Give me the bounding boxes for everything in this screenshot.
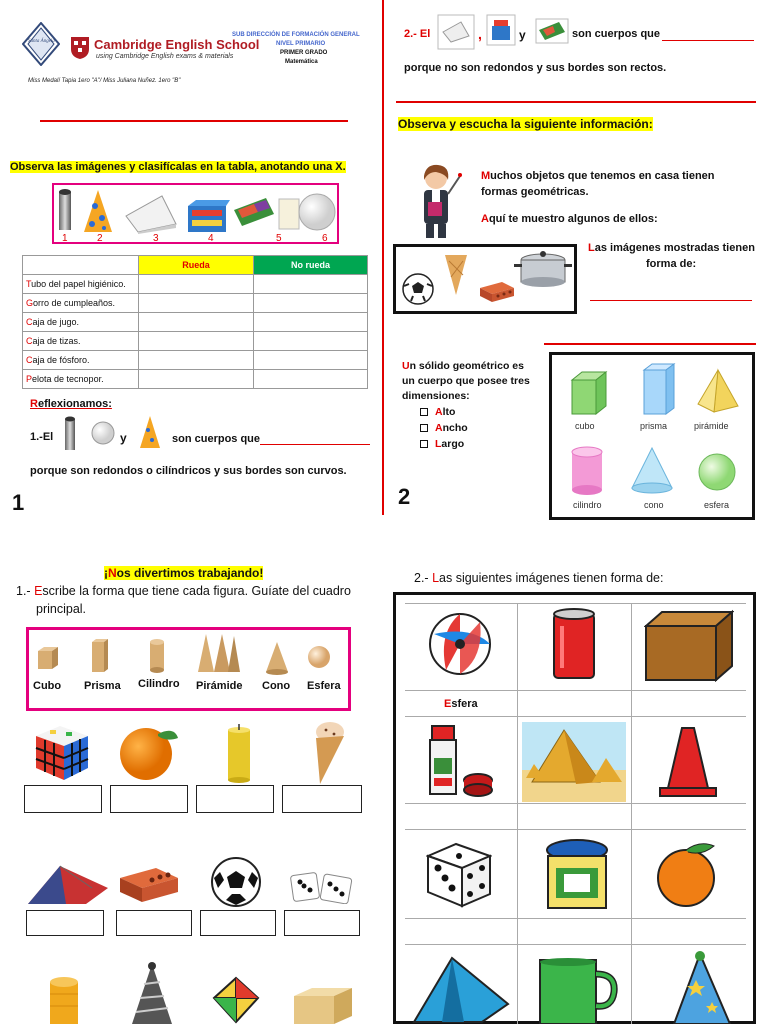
direction-title: SUB DIRECCIÓN DE FORMACIÓN GENERAL xyxy=(232,32,360,38)
grid-line xyxy=(405,944,746,945)
crest-text: Santa Ángela xyxy=(28,39,55,44)
answer-box-ball[interactable] xyxy=(200,910,276,936)
legend-label-cubo: Cubo xyxy=(33,680,62,692)
school-name: Cambridge English School xyxy=(94,37,260,52)
legend-cube-icon xyxy=(36,645,60,671)
cone-icon xyxy=(630,446,674,496)
no-rueda-cell[interactable] xyxy=(254,313,368,332)
solido-line-3: dimensiones: xyxy=(402,390,470,402)
q2-comma: , xyxy=(478,26,482,42)
q2-middle: son cuerpos que xyxy=(572,28,661,40)
answer-box-brick[interactable] xyxy=(116,910,192,936)
muchos-line-2: formas geométricas. xyxy=(481,186,589,198)
shape-label-prisma: prisma xyxy=(640,421,668,431)
object-number-1: 1 xyxy=(62,233,68,244)
name-line[interactable] xyxy=(40,120,348,122)
yellow-cylinder-icon xyxy=(46,974,82,1024)
answer-box-tent[interactable] xyxy=(26,910,104,936)
juice-box-icon xyxy=(122,194,178,234)
shape-label-cubo: cubo xyxy=(575,421,595,431)
beach-ball-icon xyxy=(428,612,492,676)
muchos-line-1: Muchos objetos que tenemos en casa tienen xyxy=(481,170,715,182)
legend-label-esfera: Esfera xyxy=(307,680,341,692)
row-label: Gorro de cumpleaños. xyxy=(23,294,139,313)
table-row xyxy=(23,370,368,389)
no-rueda-cell[interactable] xyxy=(254,351,368,370)
imagenes-answer-line[interactable] xyxy=(590,300,752,301)
shape-label-cono: cono xyxy=(644,500,664,510)
q2-start: 2.- El xyxy=(404,28,431,40)
cylinder-icon xyxy=(570,446,604,496)
rueda-cell[interactable] xyxy=(139,275,254,294)
jar-icon xyxy=(542,836,612,912)
object-number-3: 3 xyxy=(153,233,159,244)
imagenes-line-2: forma de: xyxy=(646,258,697,270)
answer-box-ice-cream[interactable] xyxy=(282,785,362,813)
example-answer-text: Esfera xyxy=(444,698,478,710)
chalk-box-small-icon xyxy=(486,14,516,46)
instruction-text: Observa las imágenes y clasifícalas en la tabla, anotando una X. xyxy=(10,161,346,173)
imagenes-line-1: Las imágenes mostradas tienen xyxy=(588,242,755,254)
observe-title: Observa y escucha la siguiente información: xyxy=(398,117,653,131)
grid-line xyxy=(405,829,746,830)
cooking-pot-icon xyxy=(514,250,572,290)
q1-and: y xyxy=(120,431,127,445)
traffic-cone-icon xyxy=(656,724,720,798)
page-number-1: 1 xyxy=(12,490,25,515)
table-row xyxy=(23,275,368,294)
orange-large-icon xyxy=(652,840,724,910)
q2-end: porque no son redondos y sus bordes son rectos. xyxy=(404,62,667,74)
rubik-cube-icon xyxy=(32,722,92,782)
soccer-ball-icon xyxy=(401,272,435,306)
dice-icon xyxy=(290,870,356,904)
page4-title: 2.- Las siguientes imágenes tienen forma de: xyxy=(414,571,664,585)
dim-label-ancho: Ancho xyxy=(435,422,468,434)
page-number-2: 2 xyxy=(398,484,411,509)
table-row xyxy=(23,351,368,370)
legend-label-prisma: Prisma xyxy=(84,680,121,692)
rueda-cell[interactable] xyxy=(139,294,254,313)
muchos-line-1-text: uchos objetos que tenemos en casa tienen xyxy=(490,170,715,182)
shape-label-piramide: pirámide xyxy=(694,421,729,431)
mug-icon xyxy=(534,956,618,1024)
cambridge-logo xyxy=(70,36,90,60)
activity-instruction-2: principal. xyxy=(36,602,87,616)
reflect-title: Reflexionamos: xyxy=(30,398,112,410)
party-hat-row3-icon xyxy=(128,962,176,1024)
example-answer-esfera xyxy=(444,698,478,710)
legend-label-piramide: Pirámide xyxy=(196,680,243,692)
pyramid-icon xyxy=(694,368,742,414)
orange-icon xyxy=(118,724,180,784)
school-subtitle: using Cambridge English exams & materials xyxy=(96,53,234,60)
subject-title: Matemática xyxy=(285,59,318,65)
dim-checkbox-ancho[interactable] xyxy=(420,424,428,432)
legend-box xyxy=(26,627,351,711)
aqui-text: Aquí te muestro algunos de ellos: xyxy=(481,213,658,225)
cardboard-box-icon xyxy=(644,608,734,682)
q1-start: 1.-El xyxy=(30,431,54,443)
school-crest xyxy=(22,22,60,66)
page-divider xyxy=(382,0,384,515)
row-label: Pelota de tecnopor. xyxy=(23,370,139,389)
grid-line xyxy=(517,603,518,1024)
tent-icon xyxy=(26,862,110,906)
legend-sphere-icon xyxy=(306,644,332,670)
activity-instruction-1: 1.- Escribe la forma que tiene cada figura. Guíate del cuadro xyxy=(16,584,351,598)
glue-stick-icon xyxy=(426,722,498,798)
teachers-line: Miss Medalí Tapia 1ero "A"/ Miss Juliana Nuñez. 1ero "B" xyxy=(28,78,181,84)
q1-answer-line[interactable] xyxy=(260,444,370,445)
table-row xyxy=(23,332,368,351)
rueda-cell[interactable] xyxy=(139,351,254,370)
no-rueda-cell[interactable] xyxy=(254,294,368,313)
legend-prism-icon xyxy=(90,638,110,674)
q2-and: y xyxy=(519,28,526,42)
soccer-ball-row2-icon xyxy=(210,856,262,908)
classification-table xyxy=(22,255,368,389)
dim-checkbox-alto[interactable] xyxy=(420,408,428,416)
no-rueda-cell[interactable] xyxy=(254,370,368,389)
table-row xyxy=(23,294,368,313)
grid-line xyxy=(405,690,746,691)
grid-line xyxy=(405,803,746,804)
rueda-cell[interactable] xyxy=(139,313,254,332)
q1-middle: son cuerpos que xyxy=(172,433,261,445)
object-number-2: 2 xyxy=(97,233,103,244)
grid-line xyxy=(405,918,746,919)
pyramids-desert-icon xyxy=(522,722,626,802)
q2-answer-line[interactable] xyxy=(662,40,754,41)
party-hat-icon xyxy=(82,188,114,234)
match-box-icon xyxy=(232,196,276,228)
rueda-cell[interactable] xyxy=(139,370,254,389)
party-hat-large-icon xyxy=(670,950,734,1024)
ball-icon xyxy=(297,192,337,232)
row-label: Caja de jugo. xyxy=(23,313,139,332)
solido-line-2: un cuerpo que posee tres xyxy=(402,375,530,387)
brick-row2-icon xyxy=(118,864,180,904)
shape-label-cilindro: cilindro xyxy=(573,500,602,510)
legend-cone-icon xyxy=(264,640,290,676)
q1-end: porque son redondos o cilíndricos y sus bordes son curvos. xyxy=(30,465,347,477)
table-header-rueda: Rueda xyxy=(139,256,254,275)
dim-label-largo: Largo xyxy=(435,438,465,450)
soda-can-icon xyxy=(550,606,598,684)
teacher-illustration xyxy=(412,162,464,240)
table-header-blank xyxy=(23,256,139,275)
tent-large-icon xyxy=(412,954,510,1024)
activity-title: ¡Nos divertimos trabajando! xyxy=(104,566,264,580)
row-label: Tubo del papel higiénico. xyxy=(23,275,139,294)
grade-title: PRIMER GRADO xyxy=(280,50,328,56)
no-rueda-cell[interactable] xyxy=(254,275,368,294)
legend-pyramid-icon xyxy=(196,632,242,676)
ball-small-icon xyxy=(90,420,116,446)
wooden-box-icon xyxy=(292,986,354,1024)
row-label: Caja de tizas. xyxy=(23,332,139,351)
level-title: NIVEL PRIMARIO xyxy=(276,41,326,47)
red-separator-line xyxy=(396,101,756,103)
legend-cylinder-icon xyxy=(148,638,166,674)
shape-label-esfera: esfera xyxy=(704,500,730,510)
match-box-small-icon xyxy=(535,18,569,44)
table-row xyxy=(23,313,368,332)
octahedron-icon xyxy=(212,976,260,1024)
dim-label-alto: Alto xyxy=(435,406,456,418)
dice-large-icon xyxy=(426,838,492,908)
grid-line xyxy=(405,603,746,604)
dim-checkbox-largo[interactable] xyxy=(420,440,428,448)
ice-cream-cone-icon xyxy=(443,251,469,297)
answer-box-candle[interactable] xyxy=(196,785,274,813)
ice-cream-icon xyxy=(306,720,346,786)
solido-line-1: Un sólido geométrico es xyxy=(402,360,524,372)
object-number-5: 5 xyxy=(276,233,282,244)
chalk-box-icon xyxy=(186,198,230,234)
party-hat-small-icon xyxy=(138,414,162,450)
row-label: Caja de fósforo. xyxy=(23,351,139,370)
red-separator-line-2 xyxy=(544,343,756,345)
cube-icon xyxy=(568,370,608,416)
answer-box-orange[interactable] xyxy=(110,785,188,813)
legend-label-cilindro: Cilindro xyxy=(138,678,180,690)
prism-icon xyxy=(640,362,676,416)
legend-label-cono: Cono xyxy=(262,680,291,692)
grid-line xyxy=(405,716,746,717)
answer-box-rubik[interactable] xyxy=(24,785,102,813)
grid-line xyxy=(631,603,632,1024)
juice-box-small-icon xyxy=(437,14,475,50)
sphere-icon xyxy=(697,452,737,492)
no-rueda-cell[interactable] xyxy=(254,332,368,351)
object-number-4: 4 xyxy=(208,233,214,244)
candle-icon xyxy=(224,722,254,784)
table-header-no-rueda: No rueda xyxy=(254,256,368,275)
tube-small-icon xyxy=(63,416,77,452)
rueda-cell[interactable] xyxy=(139,332,254,351)
answer-box-dice[interactable] xyxy=(284,910,360,936)
object-number-6: 6 xyxy=(322,233,328,244)
tube-icon xyxy=(57,188,73,232)
brick-icon xyxy=(478,278,516,304)
